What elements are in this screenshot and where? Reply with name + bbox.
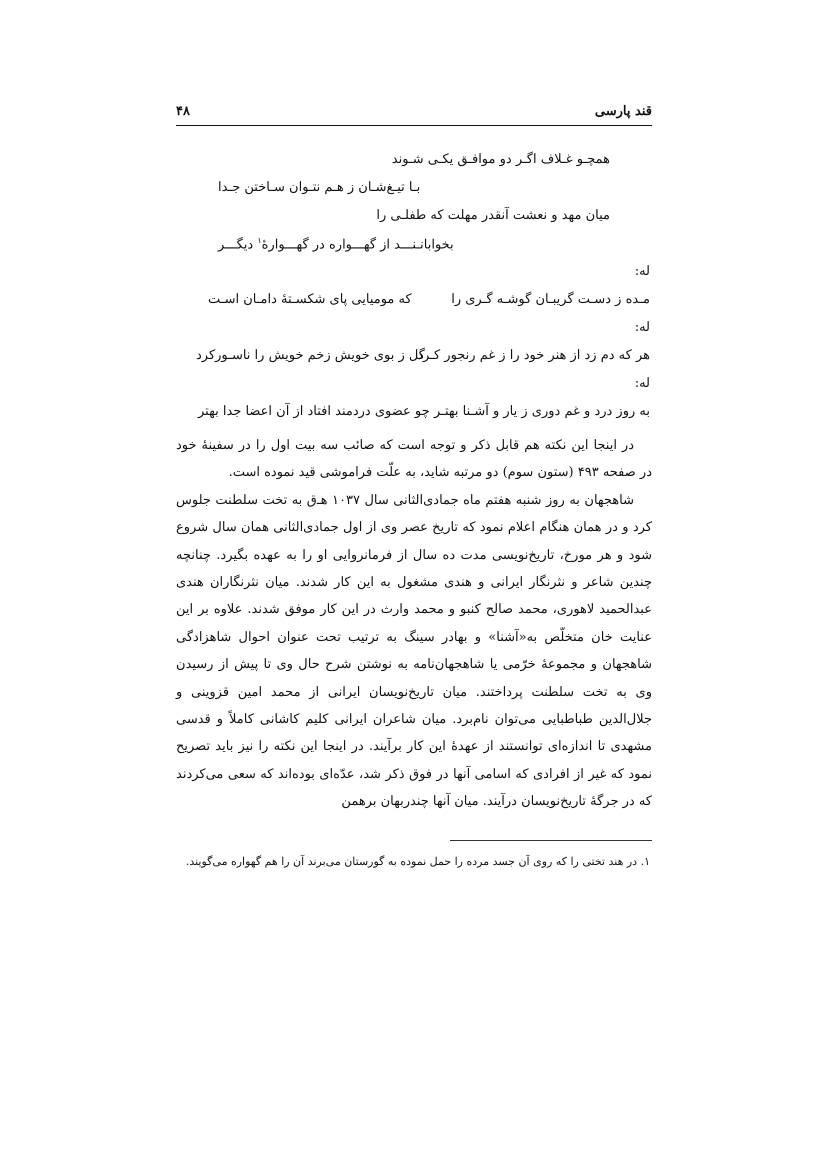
header-rule [176, 125, 652, 126]
footnote-marker: ۱ [257, 236, 262, 245]
couplet-first-hemistich: هر که دم زد از هنر خود را ز غم رنجور کـرد [417, 348, 650, 363]
couplet-first-hemistich: به روز درد و غم دوری ز یار و آشـنا بهتـر [434, 404, 650, 419]
page-number: ۴۸ [176, 104, 190, 119]
body-text [176, 432, 652, 816]
page-header [176, 104, 652, 126]
running-title: قند پارسی [594, 104, 652, 119]
paragraph: شاهجهان به روز شنبه هفتم ماه جمادی‌الثانی سال ۱۰۳۷ هـ‌ق به تخت سلطنت جلوس کرد و در همان هنگام اعلام نمود که تاریخ عصر وی از اول جمادی‌الثانی همان سال شروع شود و هر مورخ، تاریخ‌نویسی مدت ده سال از فرمانروایی او را به عهده بگیرد. چنانچه چندین شاعر و نثرنگار ایرانی و هندی مشغول به این کار شدند. میان نثرنگاران هندی عبدالحمید لاهوری، محمد صالح کنبو و محمد وارث در این کار موفق شدند. علاوه بر این عنایت خان متخلّص به«آشنا» و بهادر سینگ به ترتیب تحت عنوان احوال شاهزادگی شاهجهان و مجموعهٔ خرّمی یا شاهجهان‌نامه به نوشتن شرح حال وی تا پیش از رسیدن وی به تخت سلطنت پرداختند. میان تاریخ‌نویسان ایرانی از محمد امین قزوینی و جلال‌الدین طباطبایی می‌توان نام‌برد. میان شاعران ایرانی کلیم کاشانی کاملاً و قدسی مشهدی تا اندازه‌ای توانستند از عهدهٔ این کار برآیند. در اینجا این نکته را نیز باید تصریح نمود که غیر از افرادی که اسامی آنها در فوق ذکر شد، عدّه‌ای بوده‌اند که سعی می‌کردند که در جرگهٔ تاریخ‌نویسان درآیند. میان آنها چندربهان برهمن [176, 492, 652, 810]
attribution-label: له: [634, 320, 650, 335]
couplet-second-hemistich: چو عضوی دردمند افتاد از آن اعضا جدا بهتر [198, 404, 430, 419]
verse-text: دیگـــر [218, 237, 258, 253]
couplet-first-hemistich: مـده ز دسـت گریبـان گوشـه گـری را [451, 292, 650, 307]
footnote: ۱. در هند تختی را که روی آن جسد مرده را حمل نموده به گورستان می‌برند آن را هم گهواره می‌گویند. [185, 855, 650, 868]
verse-text: بخوابانـنـــد از گهـــواره در گهـــوارهٔ [261, 237, 454, 253]
verse-line: همچـو غـلاف اگـر دو موافـق یکـی شـوند [391, 152, 610, 167]
footnote-rule [450, 840, 652, 841]
attribution-label: له: [634, 376, 650, 391]
verse-line [218, 236, 454, 252]
attribution-label: له: [634, 264, 650, 279]
couplet-second-hemistich: که مومیایی پای شکسـتهٔ دامـان اسـت [208, 292, 412, 307]
couplet-second-hemistich: گل ز بوی خویش زخم خویش را ناسـورکرد [196, 348, 425, 363]
verse-line: بـا تیـغ‌شـان ز هـم نتـوان سـاختن جـدا [218, 180, 421, 195]
paragraph: در اینجا این نکته هم قابل ذکر و توجه است که صائب سه بیت اول را در سفینهٔ خود در صفحه ۴۹۳ (ستون سوم) دو مرتبه شاید، به علّت فراموشی قید نموده است. [176, 438, 652, 481]
verse-line: میان مهد و نعشت آنقدر مهلت که طفلـی را [376, 208, 610, 223]
